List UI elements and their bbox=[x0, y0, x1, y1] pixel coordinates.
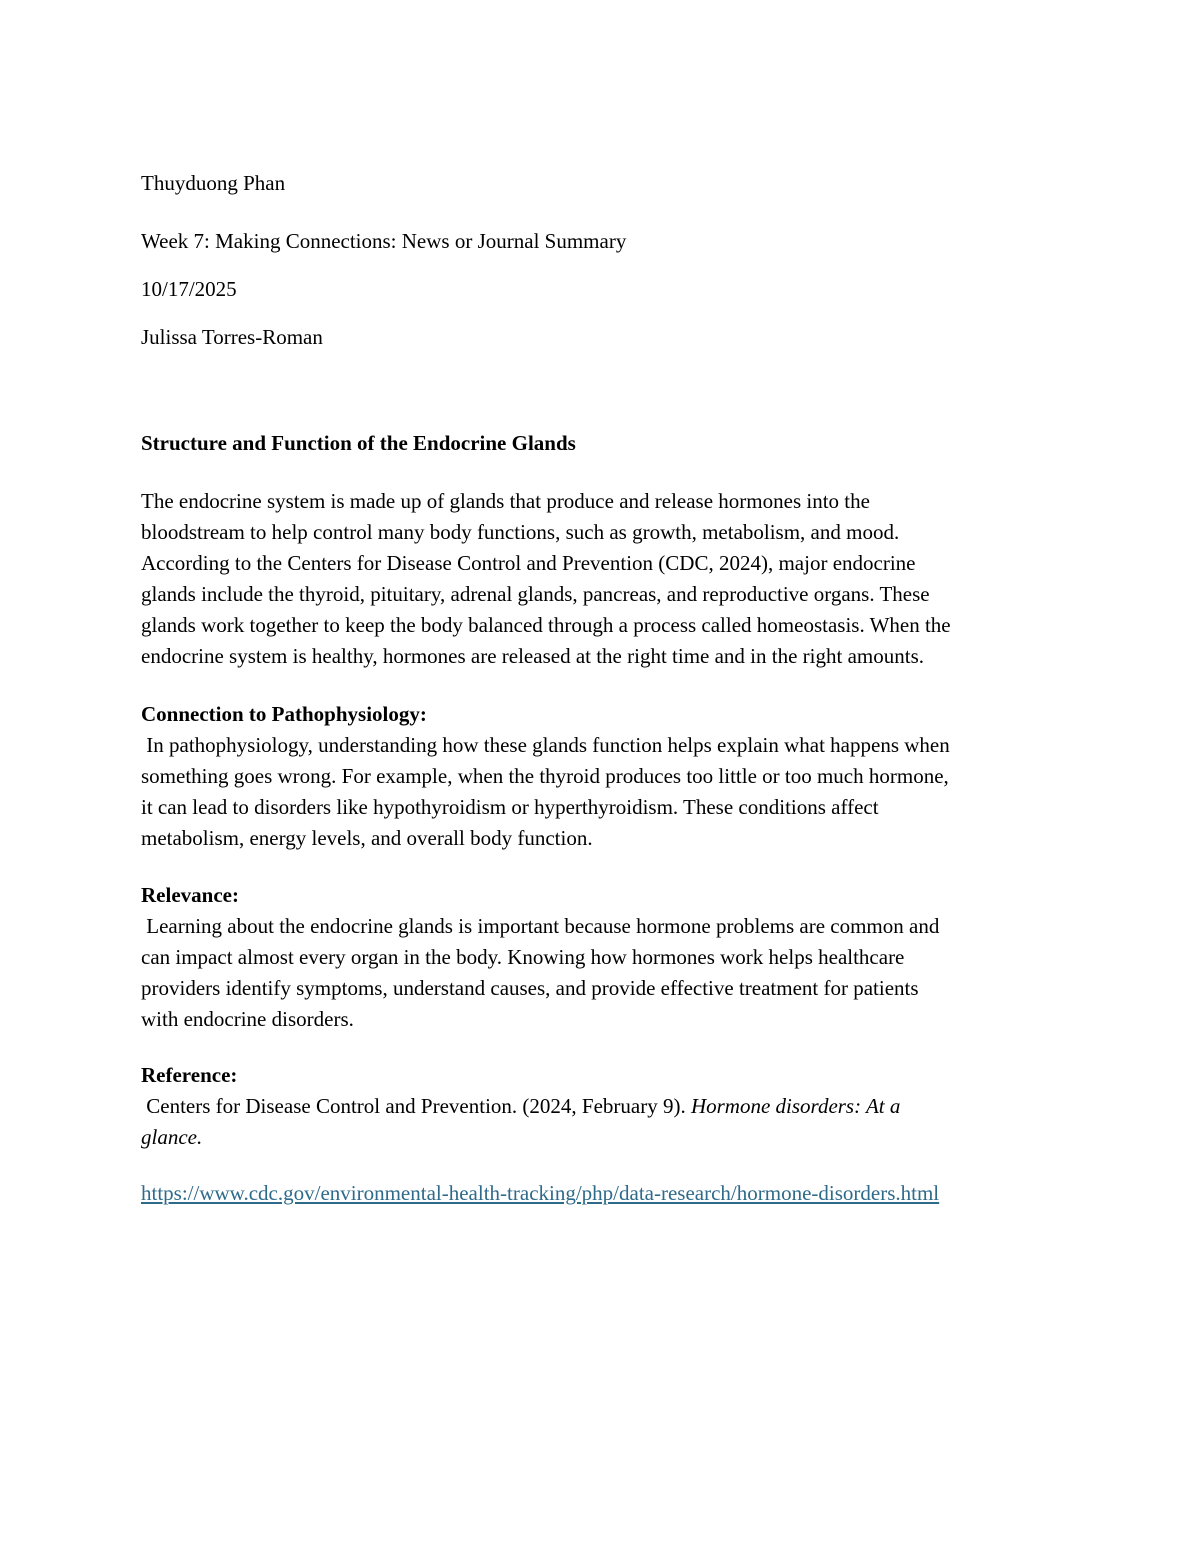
citation-line-1 bbox=[141, 1091, 1061, 1122]
assignment-title: Week 7: Making Connections: News or Journal Summary bbox=[141, 229, 627, 253]
pathophysiology-line: it can lead to disorders like hypothyroidism or hyperthyroidism. These conditions affect bbox=[141, 795, 879, 819]
reference-link-row bbox=[141, 1178, 939, 1209]
relevance-line: Learning about the endocrine glands is important because hormone problems are common and bbox=[141, 914, 940, 938]
intro-line: bloodstream to help control many body functions, such as growth, metabolism, and mood. bbox=[141, 520, 900, 544]
intro-line: According to the Centers for Disease Control and Prevention (CDC, 2024), major endocrine bbox=[141, 551, 916, 575]
pathophysiology-paragraph bbox=[141, 730, 1061, 854]
submission-date: 10/17/2025 bbox=[141, 277, 237, 301]
intro-line: glands include the thyroid, pituitary, adrenal glands, pancreas, and reproductive organs. These bbox=[141, 582, 930, 606]
pathophysiology-heading: Connection to Pathophysiology: bbox=[141, 702, 427, 726]
relevance-line: providers identify symptoms, understand causes, and provide effective treatment for patients bbox=[141, 976, 919, 1000]
intro-line: The endocrine system is made up of glands that produce and release hormones into the bbox=[141, 489, 870, 513]
intro-paragraph bbox=[141, 486, 1061, 672]
pathophysiology-line: In pathophysiology, understanding how these glands function helps explain what happens when bbox=[141, 733, 950, 757]
intro-line: endocrine system is healthy, hormones are released at the right time and in the right amounts. bbox=[141, 644, 924, 668]
document-title: Structure and Function of the Endocrine Glands bbox=[141, 431, 576, 455]
author-name: Thuyduong Phan bbox=[141, 171, 286, 195]
pathophysiology-line: metabolism, energy levels, and overall body function. bbox=[141, 826, 593, 850]
citation-prefix: Centers for Disease Control and Prevention. (2024, February 9). bbox=[141, 1094, 691, 1118]
reference-heading: Reference: bbox=[141, 1063, 238, 1087]
citation-line-2 bbox=[141, 1122, 1061, 1153]
relevance-line: can impact almost every organ in the body. Knowing how hormones work helps healthcare bbox=[141, 945, 905, 969]
citation-title-part-1: Hormone disorders: At a bbox=[690, 1094, 901, 1118]
intro-line: glands work together to keep the body balanced through a process called homeostasis. When the bbox=[141, 613, 951, 637]
relevance-heading: Relevance: bbox=[141, 883, 239, 907]
relevance-line: with endocrine disorders. bbox=[141, 1007, 354, 1031]
reference-url-link[interactable]: https://www.cdc.gov/environmental-health-tracking/php/data-research/hormone-disorders.html bbox=[141, 1181, 940, 1205]
pathophysiology-line: something goes wrong. For example, when the thyroid produces too little or too much hormone, bbox=[141, 764, 949, 788]
citation-title-part-2: glance. bbox=[141, 1125, 203, 1149]
instructor-name: Julissa Torres-Roman bbox=[141, 325, 323, 349]
reference-citation bbox=[141, 1091, 1061, 1153]
relevance-paragraph bbox=[141, 911, 1061, 1035]
